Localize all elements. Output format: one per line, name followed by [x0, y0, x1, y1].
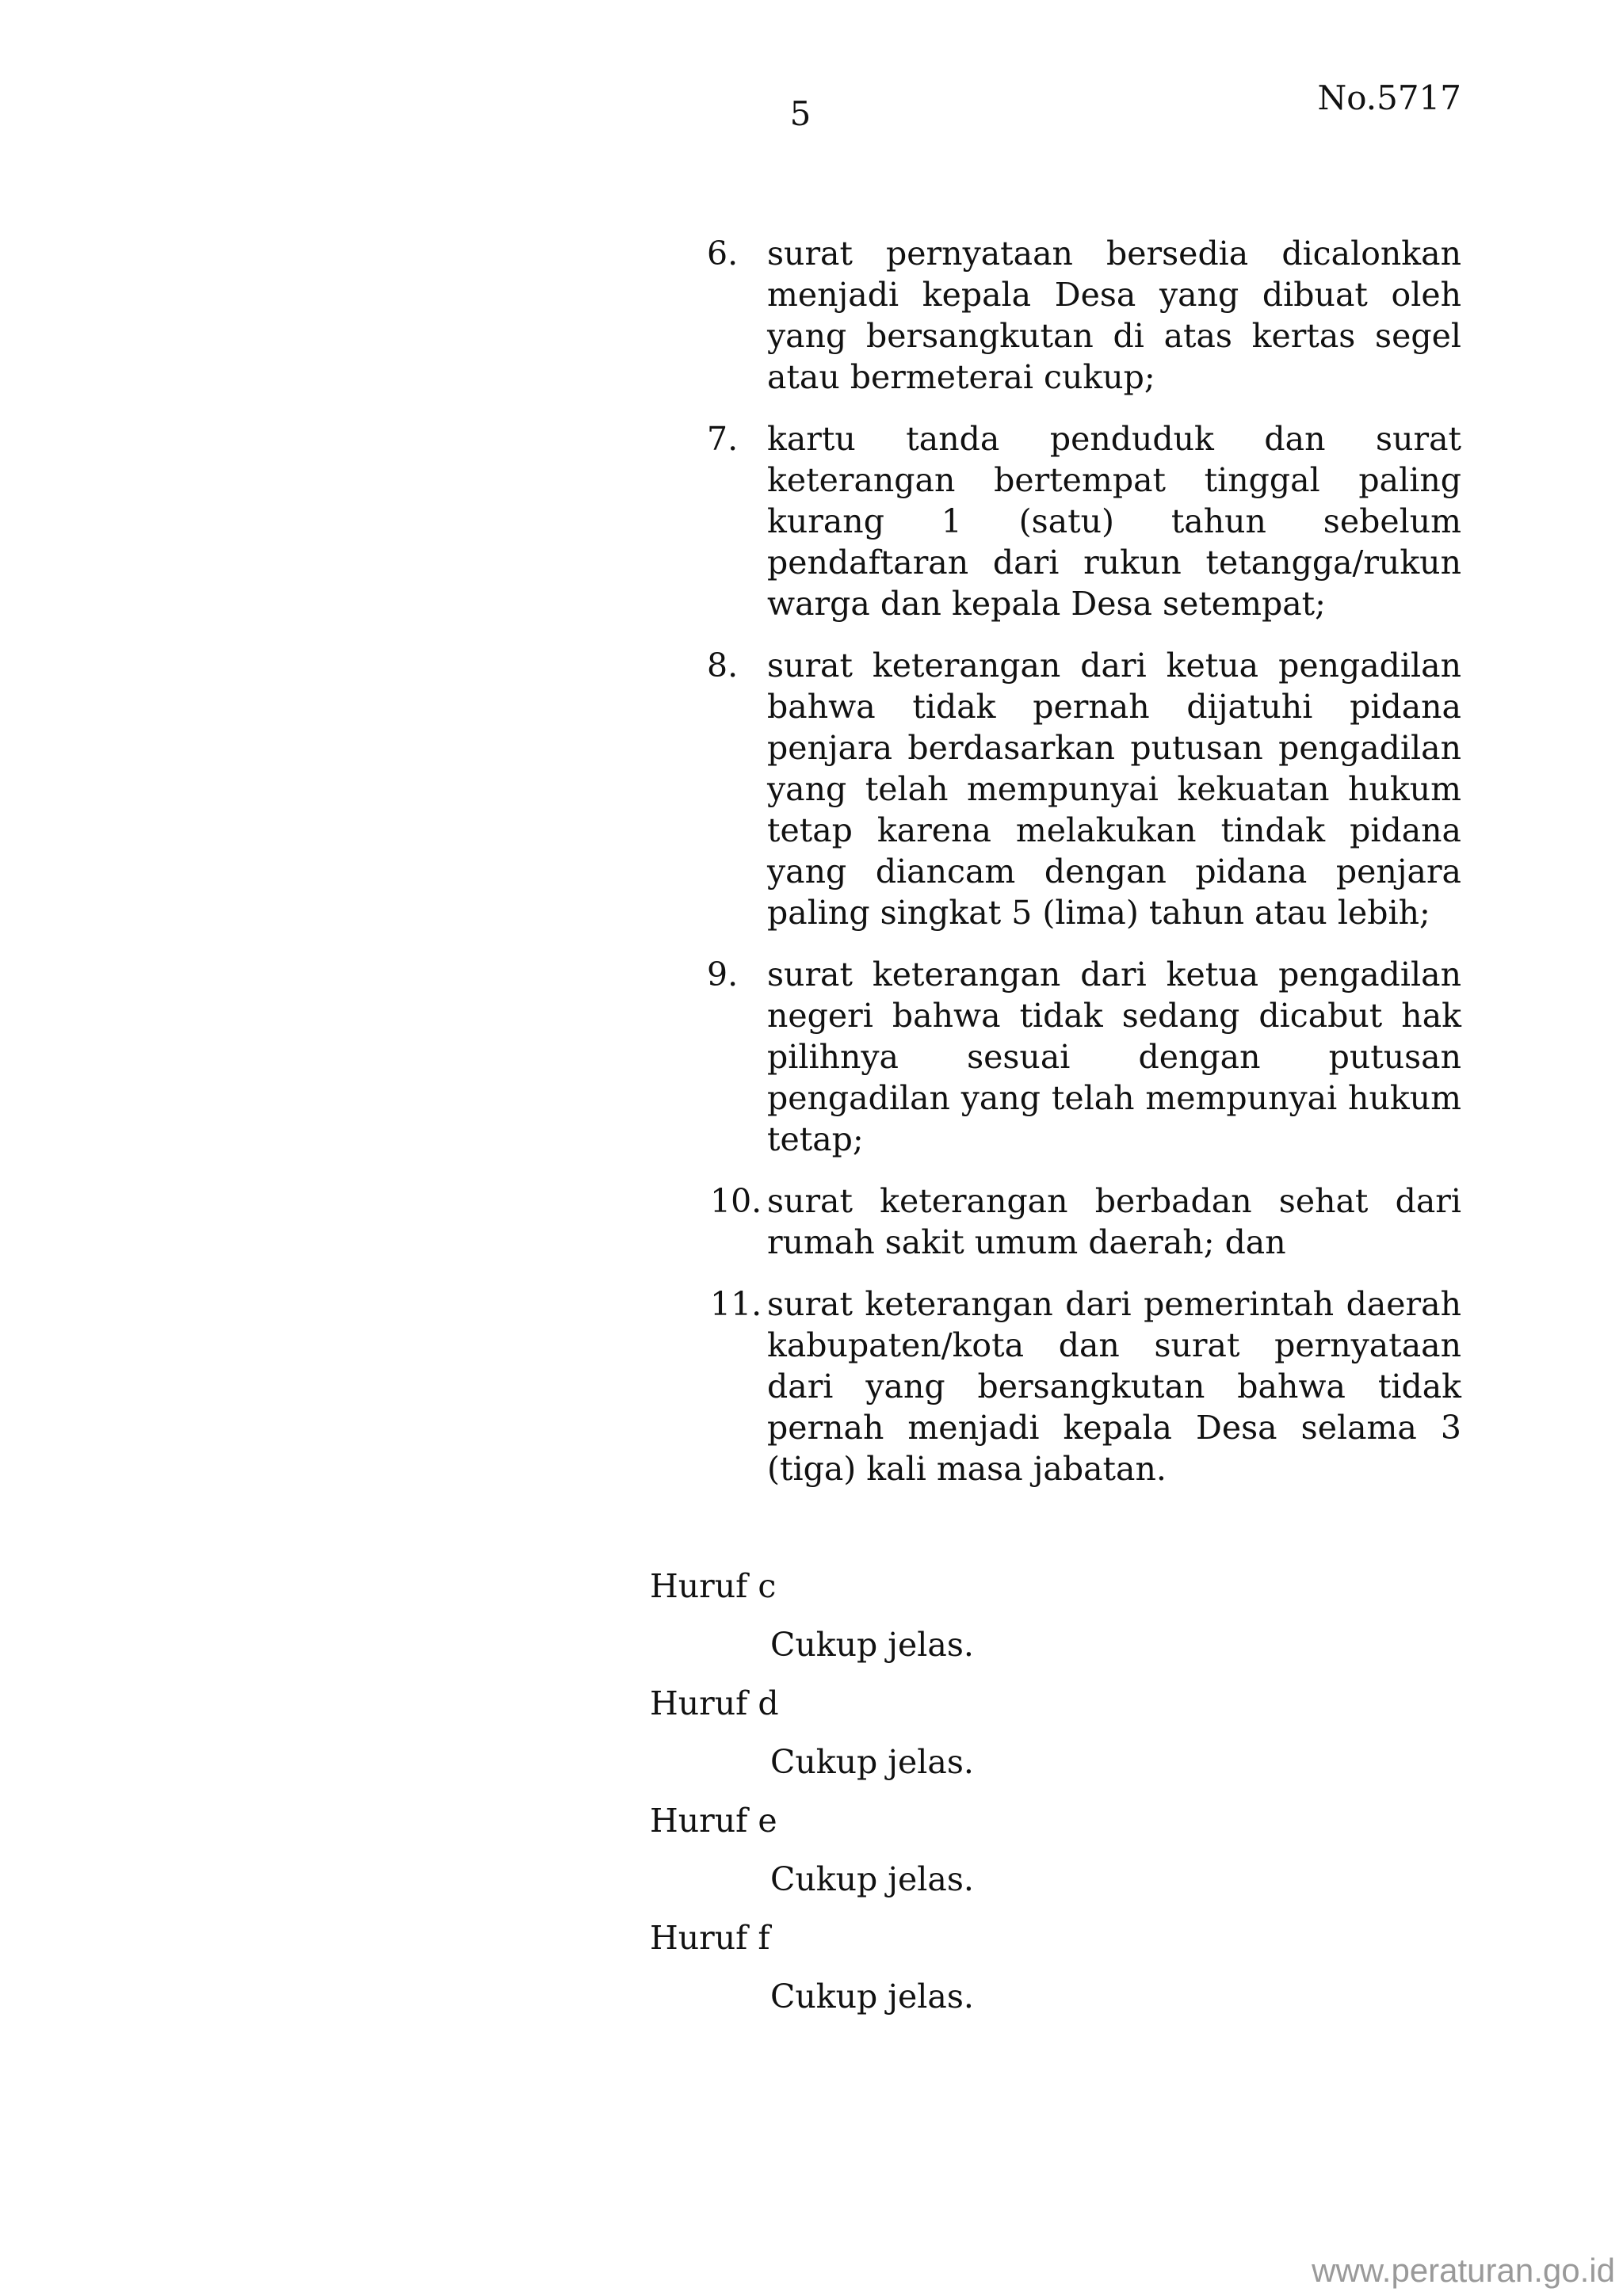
- list-item-number: 9.: [707, 955, 739, 994]
- list-item-text: surat keterangan dari ketua pengadilan bahwa tidak pernah dijatuhi pidana penjara berdasarkan putusan pengadilan yang telah mempunyai kekuatan hukum tetap karena melakukan tindak pidana yang diancam dengan pidana penjara paling singkat 5 (lima) tahun atau lebih;: [767, 646, 1461, 932]
- document-number: No.5717: [1317, 78, 1461, 117]
- list-item-text: surat pernyataan bersedia dicalonkan menjadi kepala Desa yang dibuat oleh yang bersangkutan di atas kertas segel atau bermeterai cukup;: [767, 235, 1461, 396]
- section-body: Cukup jelas.: [770, 1743, 974, 1781]
- list-item-text: kartu tanda penduduk dan surat keterangan bertempat tinggal paling kurang 1 (satu) tahun sebelum pendaftaran dari rukun tetangga/rukun warga dan kepala Desa setempat;: [767, 420, 1461, 623]
- list-item-text: surat keterangan dari pemerintah daerah kabupaten/kota dan surat pernyataan dari yang bersangkutan bahwa tidak pernah menjadi kepala Desa selama 3 (tiga) kali masa jabatan.: [767, 1285, 1461, 1488]
- list-item-number: 8.: [707, 646, 739, 685]
- page-number: 5: [789, 94, 812, 133]
- list-item-number: 6.: [707, 235, 739, 273]
- list-item: [689, 1283, 1461, 1489]
- website-watermark: www.peraturan.go.id: [1312, 2252, 1615, 2289]
- section-body: Cukup jelas.: [770, 1860, 974, 1898]
- list-item-number: 11.: [710, 1285, 762, 1323]
- explanation-sections: [650, 1566, 1461, 2035]
- section-body: Cukup jelas.: [770, 1626, 974, 1664]
- list-item: [689, 1180, 1461, 1263]
- list-item: [689, 418, 1461, 624]
- section-heading: Huruf f: [650, 1919, 770, 1957]
- section-heading: Huruf d: [650, 1684, 779, 1722]
- requirements-list: [689, 233, 1461, 1510]
- list-item-text: surat keterangan berbadan sehat dari rumah sakit umum daerah; dan: [767, 1182, 1461, 1261]
- section-body: Cukup jelas.: [770, 1978, 974, 2016]
- section-heading: Huruf e: [650, 1802, 777, 1840]
- list-item-number: 7.: [707, 420, 739, 458]
- list-item-text: surat keterangan dari ketua pengadilan negeri bahwa tidak sedang dicabut hak pilihnya sesuai dengan putusan pengadilan yang telah mempunyai hukum tetap;: [767, 955, 1461, 1158]
- section-heading: Huruf c: [650, 1567, 777, 1605]
- list-item: [689, 954, 1461, 1160]
- list-item: [689, 233, 1461, 398]
- list-item-number: 10.: [710, 1182, 762, 1220]
- list-item: [689, 645, 1461, 933]
